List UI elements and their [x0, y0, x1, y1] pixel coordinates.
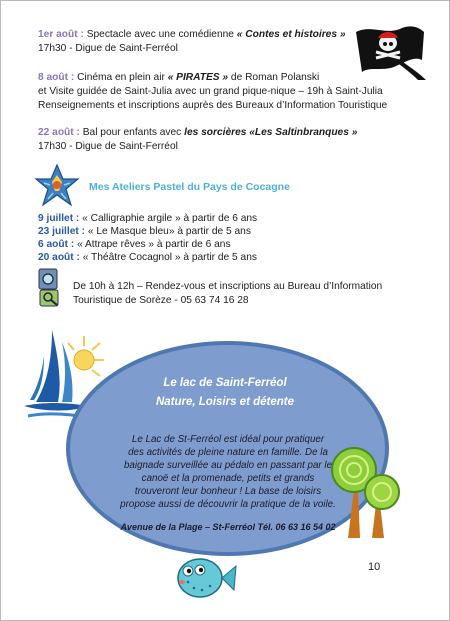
- atelier-2-text: « Le Masque bleu» à partir de 5 ans: [85, 226, 251, 237]
- pirate-flag-icon: [352, 22, 428, 84]
- event-2-date: 8 août :: [38, 72, 75, 83]
- lake-line-4: canoë et la promenade, petits et grands: [141, 473, 315, 484]
- atelier-1-text: « Calligraphie argile » à partir de 6 ans: [79, 213, 258, 224]
- event-2-text: Cinéma en plein air: [77, 72, 168, 83]
- atelier-4-text: « Théâtre Cocagnol » à partir de 5 ans: [79, 252, 257, 263]
- event-2-title: « PIRATES »: [167, 72, 229, 83]
- event-2-line-3: Renseignements et inscriptions auprès des Bureaux d’Information Touristique: [38, 100, 388, 111]
- event-3-text: Bal pour enfants avec: [82, 127, 185, 138]
- event-2-line-2: et Visite guidée de Saint-Julia avec un grand pique-nique – 19h à Saint-Julia: [38, 86, 383, 97]
- event-1-text: Spectacle avec une comédienne: [86, 29, 237, 40]
- atelier-3-date: 6 août :: [38, 239, 75, 250]
- event-3-date: 22 août :: [38, 127, 80, 138]
- pufferfish-icon: [174, 556, 238, 600]
- event-1-line-1: [38, 28, 346, 41]
- starfish-icon: [34, 163, 80, 207]
- atelier-2-date: 23 juillet :: [38, 226, 85, 237]
- event-2-line-1: [38, 71, 319, 84]
- atelier-4-date: 20 août :: [38, 252, 80, 263]
- lake-line-3: baignade surveillée au pédalo en passant par le: [123, 460, 333, 471]
- lake-line-5: trouveront leur bonheur ! La base de loisirs: [134, 486, 322, 497]
- magnifier-icon: [38, 268, 62, 308]
- ateliers-info-line-2: Touristique de Sorèze - 05 63 74 16 28: [73, 295, 249, 306]
- event-2-after: de Roman Polanski: [228, 72, 320, 83]
- atelier-item-1: [38, 212, 257, 225]
- atelier-item-3: [38, 238, 231, 251]
- lake-line-6: propose aussi de découvrir la pratique de la voile.: [120, 499, 336, 510]
- lake-line-1: Le Lac de St-Ferréol est idéal pour pratiquer: [131, 434, 325, 445]
- event-1-line-2: 17h30 - Digue de Saint-Ferréol: [38, 43, 178, 54]
- event-3-line-1: [38, 126, 357, 139]
- lake-title: Le lac de Saint-Ferréol: [163, 377, 287, 389]
- lake-description: [96, 433, 360, 511]
- lake-subtitle: Nature, Loisirs et détente: [155, 396, 295, 408]
- event-3-line-2: 17h30 - Digue de Saint-Ferréol: [38, 141, 178, 152]
- trees-icon: [330, 438, 406, 542]
- event-3-title: les sorcières «Les Saltinbranques »: [184, 127, 358, 138]
- page-number: 10: [368, 561, 381, 573]
- event-1-date: 1er août :: [38, 29, 84, 40]
- atelier-3-text: « Attrape rêves » à partir de 6 ans: [74, 239, 231, 250]
- ateliers-info-line-1: De 10h à 12h – Rendez-vous et inscriptions au Bureau d’Information: [73, 281, 383, 292]
- ateliers-title: Mes Ateliers Pastel du Pays de Cocagne: [89, 181, 290, 193]
- lake-line-2: des activités de pleine nature en famille. De la: [128, 447, 328, 458]
- atelier-item-4: [38, 251, 257, 264]
- lake-contact: Avenue de la Plage – St-Ferréol Tél. 06 63 16 54 02: [120, 522, 336, 532]
- event-1-title: « Contes et histoires »: [236, 29, 346, 40]
- atelier-1-date: 9 juillet :: [38, 213, 80, 224]
- atelier-item-2: [38, 225, 251, 238]
